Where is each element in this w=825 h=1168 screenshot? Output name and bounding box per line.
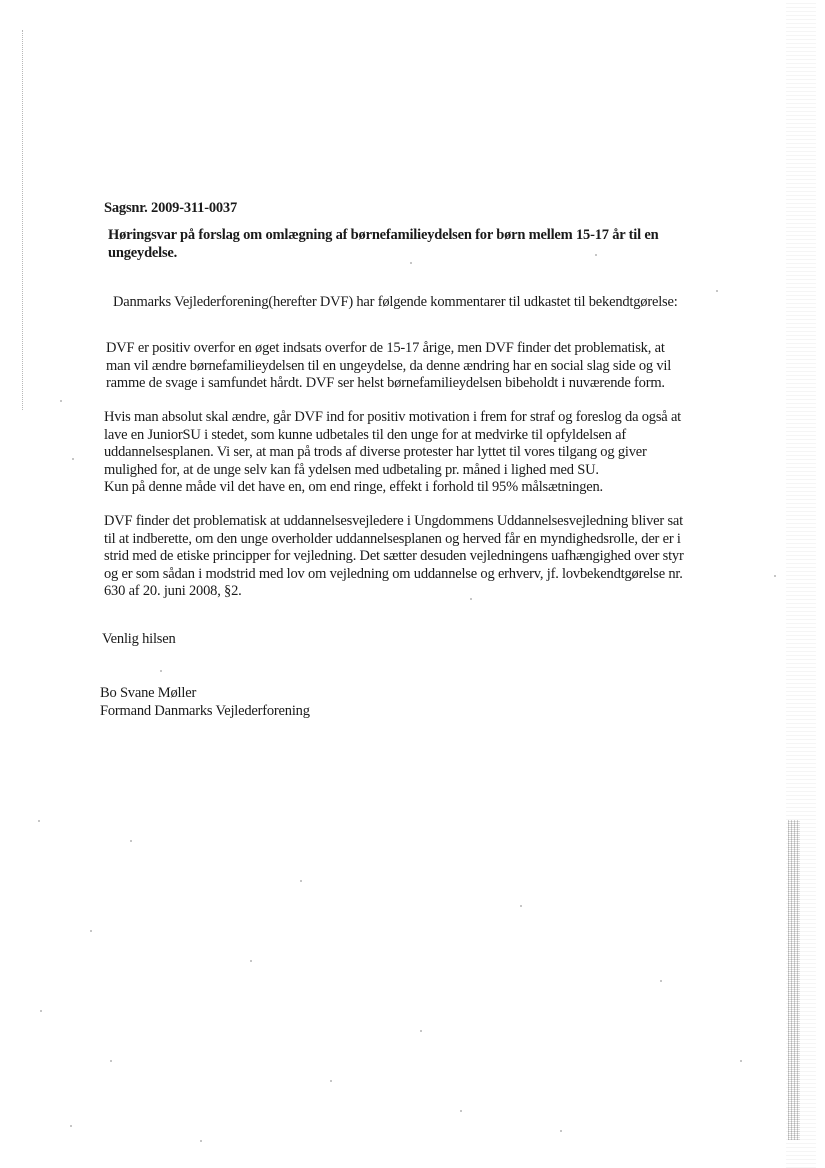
scan-speck: [460, 1110, 462, 1112]
paragraph-line: Hvis man absolut skal ændre, går DVF ind for positiv motivation i frem for straf og foreslog da også at: [104, 409, 682, 425]
scan-speck: [250, 960, 252, 962]
scan-speck: [410, 262, 412, 264]
paragraph-line: DVF er positiv overfor en øget indsats overfor de 15-17 årige, men DVF finder det problematisk, at: [106, 340, 665, 356]
case-number: Sagsnr. 2009-311-0037: [104, 200, 238, 216]
scan-edge-artifact-right-lower: [788, 820, 800, 1140]
paragraph-line: Kun på denne måde vil det have en, om end ringe, effekt i forhold til 95% målsætningen.: [104, 479, 603, 495]
paragraph-line: strid med de etiske principper for vejledning. Det sætter desuden vejledningens uafhængighed over styr: [104, 548, 684, 564]
paragraph-line: DVF finder det problematisk at uddannelsesvejledere i Ungdommens Uddannelsesvejledning bliver sat: [104, 513, 683, 529]
scan-speck: [420, 1030, 422, 1032]
scan-speck: [130, 840, 132, 842]
scan-speck: [70, 1125, 72, 1127]
paragraph-line: ramme de svage i samfundet hårdt. DVF ser helst børnefamilieydelsen bibeholdt i nuværende form.: [106, 375, 665, 391]
paragraph-line: mulighed for, at de unge selv kan få ydelsen med udbetaling pr. måned i lighed med SU.: [104, 461, 599, 478]
paragraph-counselor-role: [104, 513, 724, 601]
paragraph-line: 630 af 20. juni 2008, §2.: [104, 583, 242, 599]
scan-speck: [774, 575, 776, 577]
scan-speck: [716, 290, 718, 292]
paragraph-line: og er som sådan i modstrid med lov om vejledning om uddannelse og erhverv, jf. lovbekendtgørelse nr.: [104, 565, 683, 582]
scan-speck: [660, 980, 662, 982]
subject-line: ungeydelse.: [108, 244, 178, 261]
paragraph-positive-effort: [106, 340, 706, 393]
scan-speck: [38, 820, 40, 822]
letter-subject: [108, 227, 708, 262]
scan-speck: [160, 670, 162, 672]
scan-edge-artifact-left: [22, 30, 24, 410]
subject-line: Høringsvar på forslag om omlægning af børnefamilieydelsen for børn mellem 15-17 år til en: [108, 227, 659, 243]
letter-intro: Danmarks Vejlederforening(herefter DVF) har følgende kommentarer til udkastet til bekendtgørelse:: [113, 294, 678, 310]
scan-speck: [740, 1060, 742, 1062]
scan-speck: [90, 930, 92, 932]
paragraph-junior-su: [104, 409, 704, 497]
scan-speck: [40, 1010, 42, 1012]
scan-speck: [60, 400, 62, 402]
signer-name: Bo Svane Møller: [100, 685, 197, 701]
paragraph-line: til at indberette, om den unge overholder uddannelsesplanen og herved får en myndighedsrolle, der er i: [104, 530, 681, 547]
scan-speck: [330, 1080, 332, 1082]
signer-title: Formand Danmarks Vejlederforening: [100, 702, 310, 719]
paragraph-line: uddannelsesplanen. Vi ser, at man på trods af diverse protester har lyttet til vores tilgang og giver: [104, 444, 647, 460]
scan-speck: [200, 1140, 202, 1142]
scan-speck: [300, 880, 302, 882]
scan-speck: [72, 458, 74, 460]
letter-closing: Venlig hilsen: [102, 631, 176, 647]
scan-speck: [520, 905, 522, 907]
paragraph-line: lave en JuniorSU i stedet, som kunne udbetales til den unge for at medvirke til opfyldelsen af: [104, 426, 626, 443]
signature-block: [100, 685, 700, 720]
scan-speck: [560, 1130, 562, 1132]
scan-speck: [110, 1060, 112, 1062]
paragraph-line: man vil ændre børnefamilieydelsen til en ungeydelse, da denne ændring har en social slag side og vil: [106, 357, 672, 374]
